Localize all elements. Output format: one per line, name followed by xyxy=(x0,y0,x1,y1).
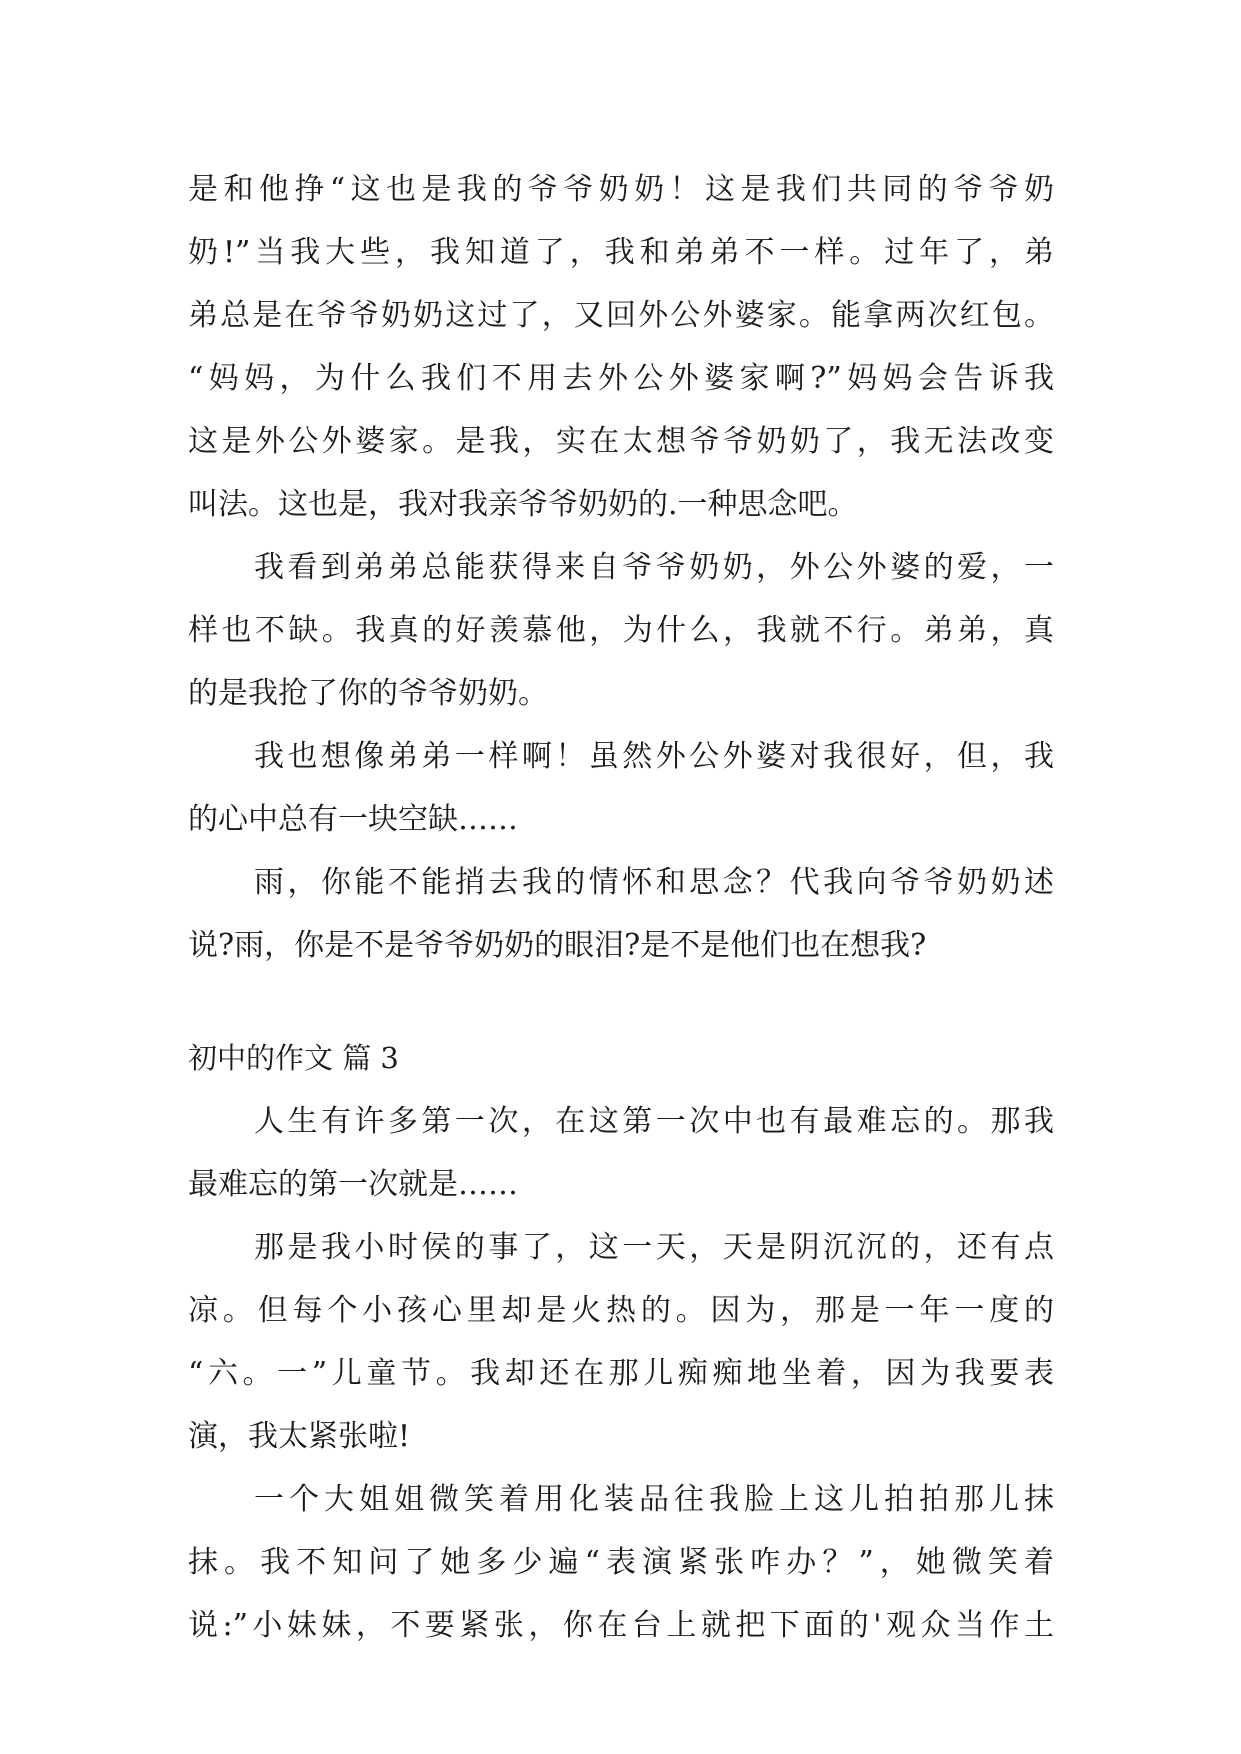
text-line: 抹。我不知问了她多少遍“表演紧张咋办？”，她微笑着 xyxy=(188,1545,1054,1580)
text-line: 一个大姐姐微笑着用化装品往我脸上这儿拍拍那儿抹 xyxy=(254,1482,1054,1517)
text-line: 样也不缺。我真的好羡慕他，为什么，我就不行。弟弟，真 xyxy=(188,613,1054,648)
text-line: 演，我太紧张啦! xyxy=(188,1419,411,1454)
text-line: 叫法。这也是，我对我亲爷爷奶奶的.一种思念吧。 xyxy=(188,487,858,522)
text-line: “六。一”儿童节。我却还在那儿痴痴地坐着，因为我要表 xyxy=(188,1356,1054,1391)
text-line: 凉。但每个小孩心里却是火热的。因为，那是一年一度的 xyxy=(188,1293,1054,1328)
document-body xyxy=(188,158,1054,1657)
section-heading: 初中的作文 篇 3 xyxy=(188,1041,399,1075)
section-gap xyxy=(188,977,1054,1027)
essay-part-2-continued xyxy=(188,158,1054,977)
text-line: 这是外公外婆家。是我，实在太想爷爷奶奶了，我无法改变 xyxy=(188,424,1054,459)
text-line: 是和他挣“这也是我的爷爷奶奶！这是我们共同的爷爷奶 xyxy=(188,172,1054,207)
essay-part-3 xyxy=(188,1090,1054,1657)
text-line: 雨，你能不能捎去我的情怀和思念？代我向爷爷奶奶述 xyxy=(254,865,1054,900)
text-line: 的是我抢了你的爷爷奶奶。 xyxy=(188,676,548,711)
text-line: 说?雨，你是不是爷爷奶奶的眼泪?是不是他们也在想我? xyxy=(188,928,927,963)
text-line: 奶!”当我大些，我知道了，我和弟弟不一样。过年了，弟 xyxy=(188,235,1054,270)
text-line: 我看到弟弟总能获得来自爷爷奶奶，外公外婆的爱，一 xyxy=(254,550,1054,585)
text-line: 我也想像弟弟一样啊！虽然外公外婆对我很好，但，我 xyxy=(254,739,1054,774)
text-line: 人生有许多第一次，在这第一次中也有最难忘的。那我 xyxy=(254,1104,1054,1139)
text-line: 弟总是在爷爷奶奶这过了，又回外公外婆家。能拿两次红包。 xyxy=(188,298,1054,333)
text-line: 的心中总有一块空缺…… xyxy=(188,802,518,837)
text-line: 那是我小时侯的事了，这一天，天是阴沉沉的，还有点 xyxy=(254,1230,1054,1265)
text-line: 最难忘的第一次就是…… xyxy=(188,1167,518,1202)
text-line: 说:”小妹妹，不要紧张，你在台上就把下面的'观众当作土 xyxy=(188,1608,1054,1643)
text-line: “妈妈，为什么我们不用去外公外婆家啊?”妈妈会告诉我 xyxy=(188,361,1054,396)
